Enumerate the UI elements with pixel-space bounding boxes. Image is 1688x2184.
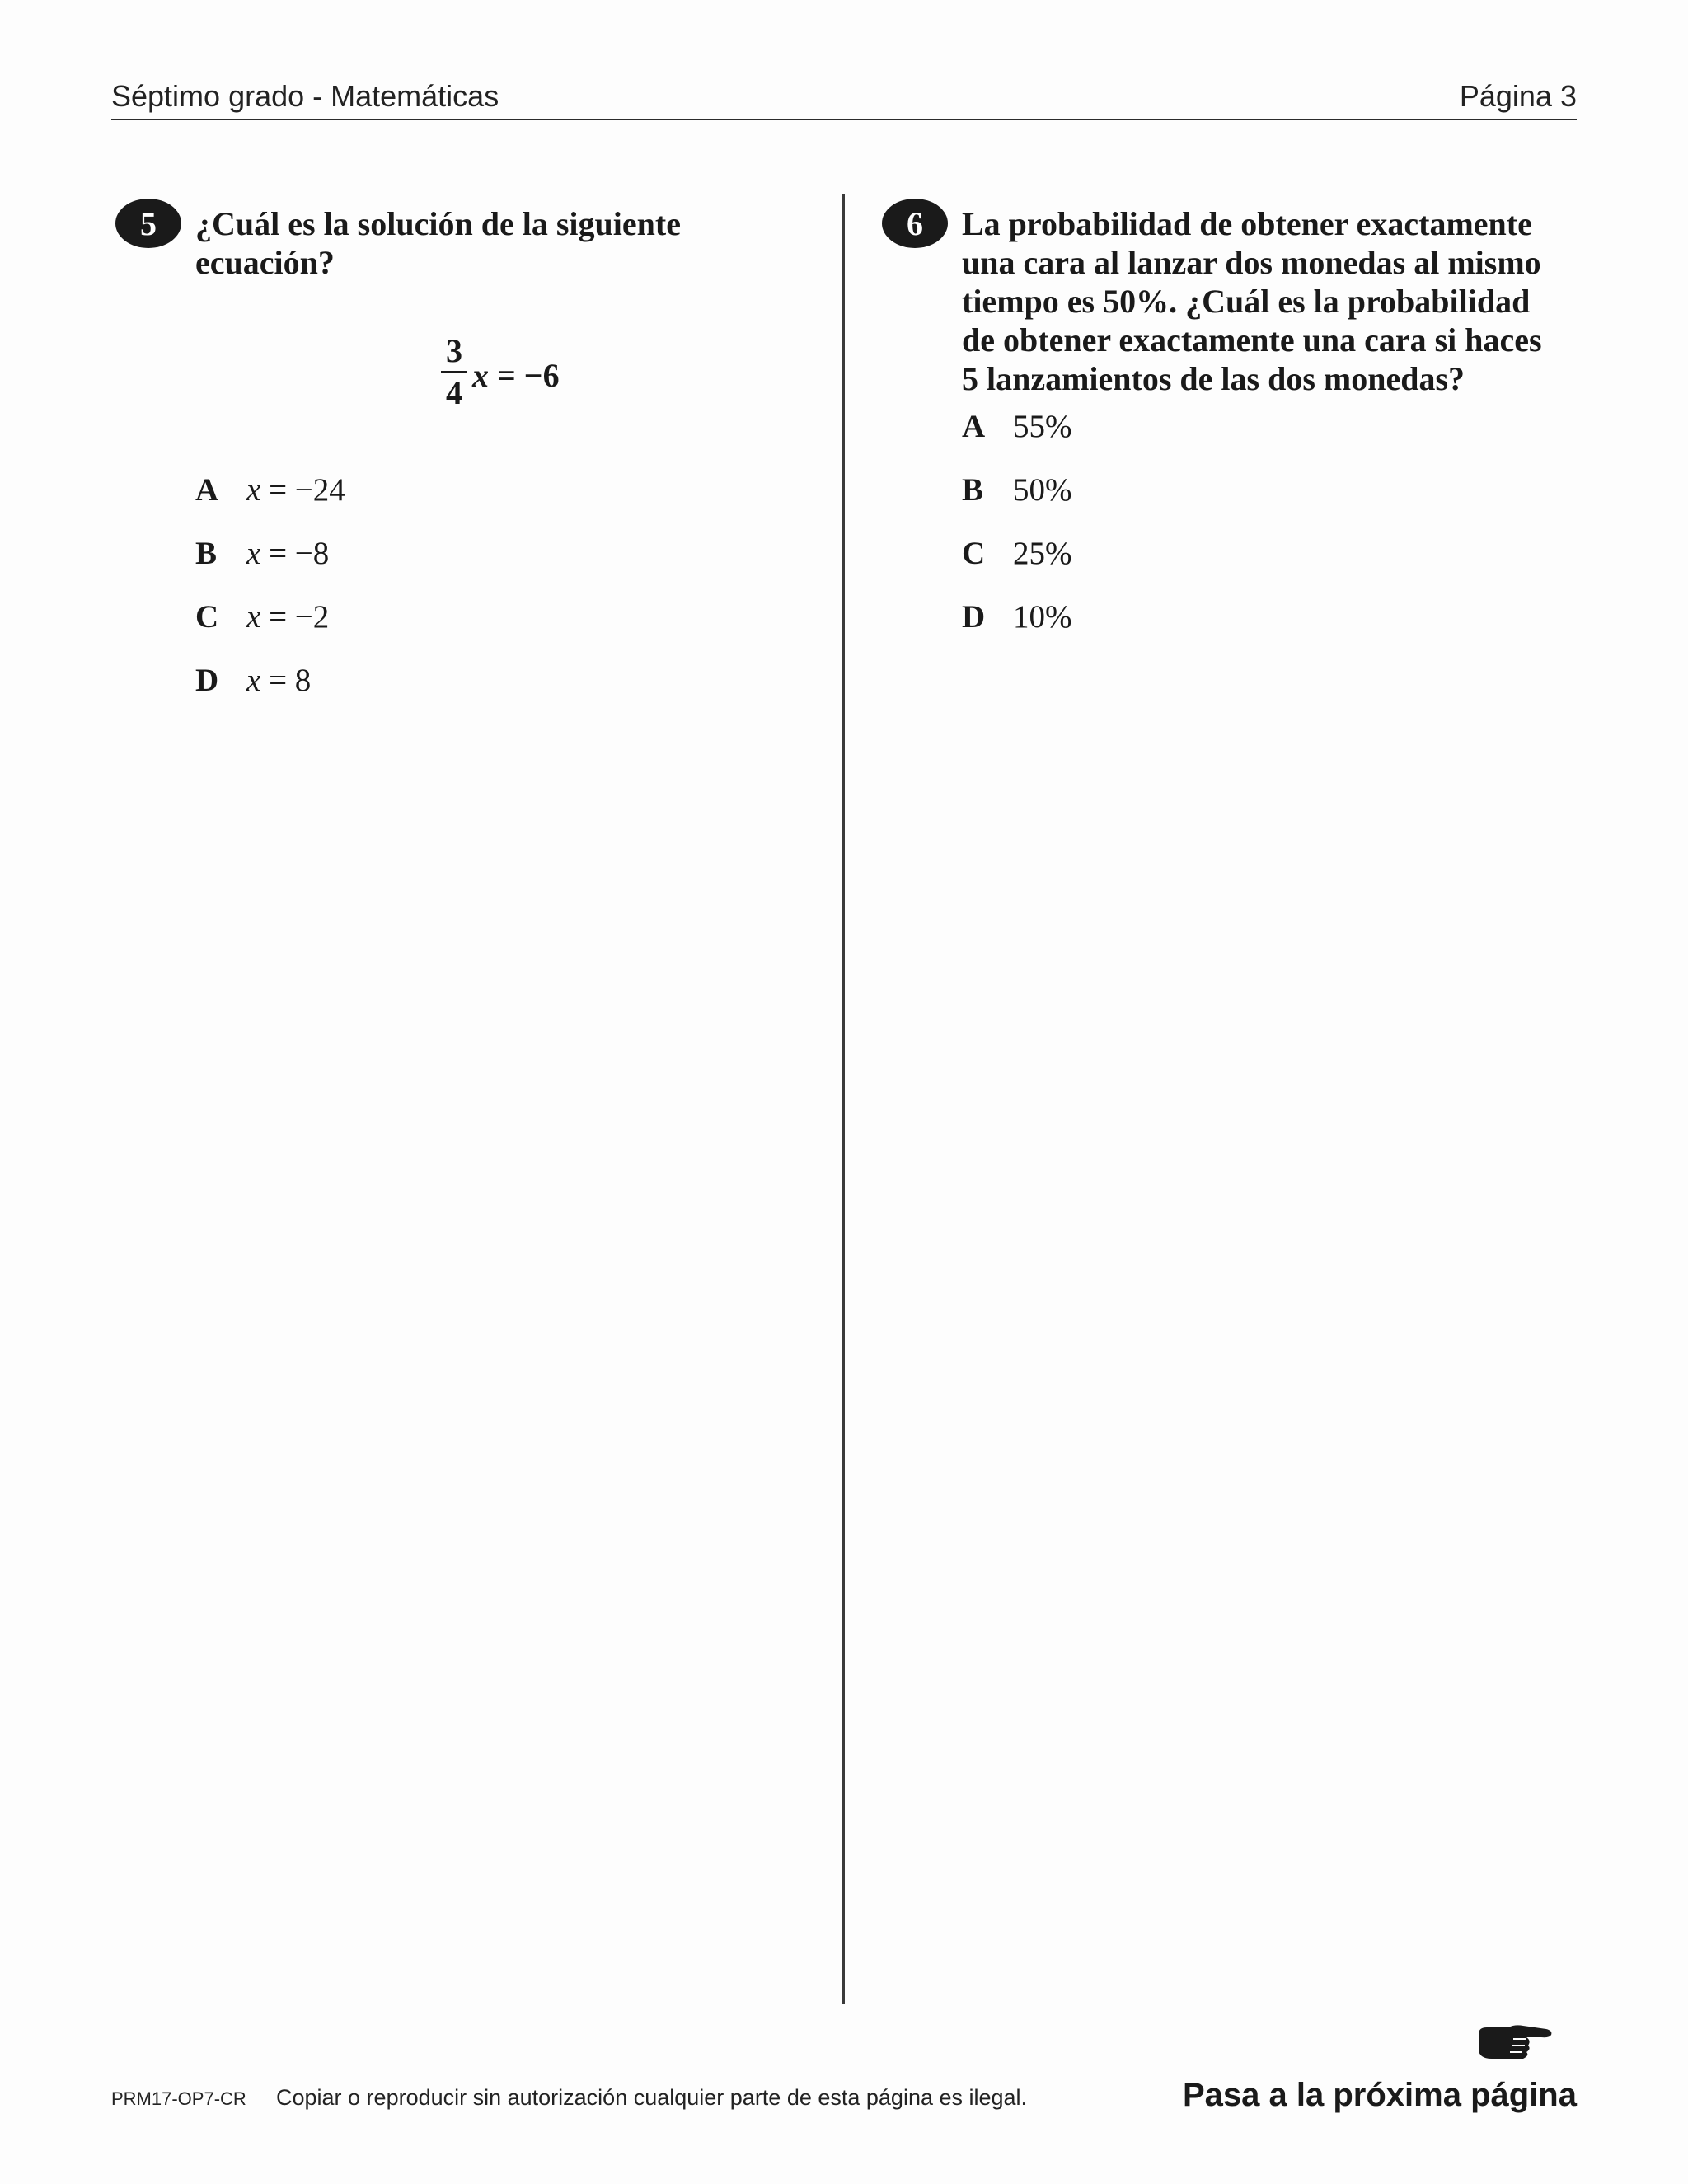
question-5-choice-b[interactable] <box>195 535 329 572</box>
question-6-line: de obtener exactamente una cara si haces <box>962 321 1542 359</box>
choice-value: 10% <box>1013 599 1072 635</box>
column-divider <box>842 194 845 2004</box>
equation-value: = −6 <box>489 357 560 394</box>
choice-value: = −8 <box>260 536 330 571</box>
fraction-bar <box>441 371 467 373</box>
choice-variable: x <box>246 599 261 635</box>
question-5-number: 5 <box>115 199 181 248</box>
choice-value: 25% <box>1013 536 1072 571</box>
question-5-line: ecuación? <box>195 244 335 281</box>
question-6-line: tiempo es 50%. ¿Cuál es la probabilidad <box>962 283 1531 320</box>
question-6-line: La probabilidad de obtener exactamente <box>962 205 1532 242</box>
choice-value: 50% <box>1013 472 1072 508</box>
question-6-choice-d[interactable] <box>962 598 1072 635</box>
choice-letter: C <box>962 536 986 571</box>
choice-letter: B <box>962 472 984 508</box>
choice-value: = −2 <box>260 599 330 635</box>
footer-copyright: Copiar o reproducir sin autorización cualquier parte de esta página es ilegal. <box>276 2085 1028 2110</box>
choice-letter: A <box>195 472 219 508</box>
question-6-text <box>962 204 1542 398</box>
pointing-hand-icon <box>1475 2021 1554 2064</box>
header-page-number: Página 3 <box>1459 79 1577 113</box>
choice-letter: D <box>195 663 219 698</box>
choice-value: = 8 <box>260 663 312 698</box>
question-6-choice-c[interactable] <box>962 535 1072 572</box>
question-6-line: una cara al lanzar dos monedas al mismo <box>962 244 1541 281</box>
choice-value: = −24 <box>260 472 345 508</box>
choice-letter: C <box>195 599 219 635</box>
footer-form-code: PRM17-OP7-CR <box>111 2088 246 2109</box>
question-5-choice-d[interactable] <box>195 662 311 699</box>
choice-variable: x <box>246 472 261 508</box>
question-5-choice-a[interactable] <box>195 471 345 509</box>
equation-right-side <box>472 356 560 395</box>
question-6-choice-a[interactable] <box>962 408 1072 445</box>
choice-variable: x <box>246 536 261 571</box>
next-page-label: Pasa a la próxima página <box>1183 2077 1577 2113</box>
fraction-numerator: 3 <box>446 332 462 369</box>
choice-variable: x <box>246 663 261 698</box>
question-5-text <box>195 204 681 282</box>
question-5-choice-c[interactable] <box>195 598 329 635</box>
fraction-denominator: 4 <box>446 374 462 411</box>
equation-fraction <box>441 333 467 411</box>
page-header <box>111 76 1577 120</box>
choice-letter: D <box>962 599 986 635</box>
question-5-line: ¿Cuál es la solución de la siguiente <box>195 205 681 242</box>
choice-value: 55% <box>1013 409 1072 444</box>
header-subject: Séptimo grado - Matemáticas <box>111 79 499 113</box>
question-6-line: 5 lanzamientos de las dos monedas? <box>962 360 1465 397</box>
equation-variable: x <box>472 357 489 394</box>
question-6-number: 6 <box>882 199 948 248</box>
choice-letter: A <box>962 409 986 444</box>
choice-letter: B <box>195 536 218 571</box>
question-6-choice-b[interactable] <box>962 471 1072 509</box>
